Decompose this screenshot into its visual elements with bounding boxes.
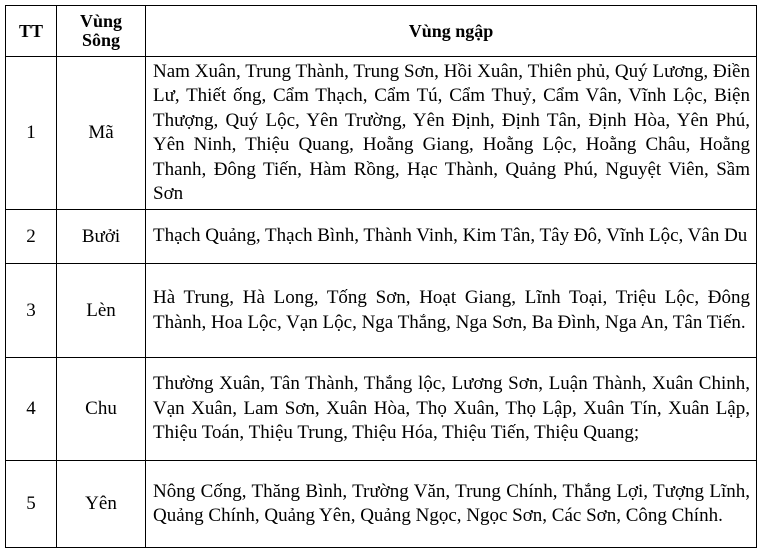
flood-area-table — [5, 5, 757, 548]
row-number: 4 — [6, 358, 57, 461]
table-row — [6, 210, 757, 264]
header-river-line2: Sông — [81, 30, 121, 50]
table-row — [6, 461, 757, 548]
row-number: 2 — [6, 210, 57, 264]
river-name: Bưởi — [57, 210, 146, 264]
river-name: Yên — [57, 461, 146, 548]
header-flood-area: Vùng ngập — [146, 6, 757, 57]
row-number: 3 — [6, 264, 57, 358]
flood-areas: Hà Trung, Hà Long, Tống Sơn, Hoạt Giang, Lĩnh Toại, Triệu Lộc, Đông Thành, Hoa Lộc, Vạn Lộc, Nga Thắng, Nga Sơn, Ba Đình, Nga An, Tân Tiến. — [146, 264, 757, 358]
river-name: Chu — [57, 358, 146, 461]
river-name: Lèn — [57, 264, 146, 358]
river-name: Mã — [57, 57, 146, 210]
row-number: 1 — [6, 57, 57, 210]
header-river-line1: Vùng — [79, 11, 123, 31]
flood-areas: Thường Xuân, Tân Thành, Thắng lộc, Lương Sơn, Luận Thành, Xuân Chinh, Vạn Xuân, Lam Sơn, Xuân Hòa, Thọ Xuân, Thọ Lập, Xuân Tín, Xuân Lập, Thiệu Toán, Thiệu Trung, Thiệu Hóa, Thiệu Tiến, Thiệu Quang; — [146, 358, 757, 461]
header-river-region — [57, 6, 146, 57]
table-header-row — [6, 6, 757, 57]
table-row — [6, 264, 757, 358]
row-number: 5 — [6, 461, 57, 548]
flood-areas: Nam Xuân, Trung Thành, Trung Sơn, Hồi Xuân, Thiên phủ, Quý Lương, Điền Lư, Thiết ống, Cẩm Thạch, Cẩm Tú, Cẩm Thuỷ, Cẩm Vân, Vĩnh Lộc, Biện Thượng, Quý Lộc, Yên Trường, Yên Định, Định Tân, Định Hòa, Yên Phú, Yên Ninh, Thiệu Quang, Hoằng Giang, Hoằng Lộc, Hoằng Châu, Hoằng Thanh, Đông Tiến, Hàm Rồng, Hạc Thành, Quảng Phú, Nguyệt Viên, Sầm Sơn — [146, 57, 757, 210]
table-row — [6, 57, 757, 210]
table-row — [6, 358, 757, 461]
header-tt: TT — [6, 6, 57, 57]
flood-areas: Nông Cống, Thăng Bình, Trường Văn, Trung Chính, Thắng Lợi, Tượng Lĩnh, Quảng Chính, Quảng Yên, Quảng Ngọc, Ngọc Sơn, Các Sơn, Công Chính. — [146, 461, 757, 548]
flood-areas: Thạch Quảng, Thạch Bình, Thành Vinh, Kim Tân, Tây Đô, Vĩnh Lộc, Vân Du — [146, 210, 757, 264]
